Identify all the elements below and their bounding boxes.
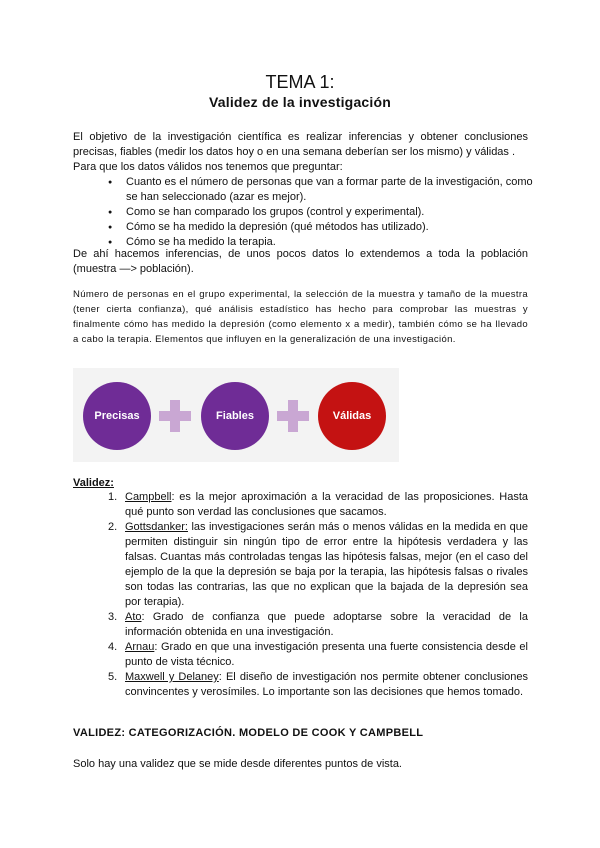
section-paragraph: Solo hay una validez que se mide desde diferentes puntos de vista. — [73, 758, 402, 770]
validez-definitions-list — [108, 490, 528, 700]
author-name: Ato — [125, 611, 142, 623]
list-item — [108, 670, 528, 700]
handwritten-note: Número de personas en el grupo experimental, la selección de la muestra y tamaño de la muestra (tener cierta confianza), qué análisis estadístico has hecho para comprobar las muestras y finalmente cómo has medido la depresión (como elemento x a medir), también cómo se ha llevado a cabo la terapia. Elementos que influyen en la generalización de una investigación. — [73, 289, 528, 345]
list-item — [108, 640, 528, 670]
item-number: 5. — [108, 671, 118, 683]
validez-heading: Validez: — [73, 477, 114, 489]
definition-text: las investigaciones serán más o menos válidas en la medida en que permiten distinguir sin ningún tipo de error entre la hipótesis verdadera y las falsas. Cuantas más controladas tengas las hipótesis falsas, mejor (en el caso del ejemplo de la que la depresión se baja por la terapia, las hipótesis falsas o rivales son todas las contrarias, las que no explican que la bajada de la depresión sea por terapia). — [125, 521, 528, 608]
section-heading: VALIDEZ: CATEGORIZACIÓN. MODELO DE COOK Y CAMPBELL — [73, 727, 424, 739]
precisas-circle — [83, 382, 151, 450]
definition-text: : Grado en que una investigación presenta una fuerte consistencia desde el punto de vista técnico. — [125, 641, 528, 668]
list-item: ● Cómo se ha medido la terapia. — [126, 235, 546, 250]
definition-text: : es la mejor aproximación a la veracidad de las proposiciones. Hasta qué punto son verdad las conclusiones que sacamos. — [125, 491, 528, 518]
author-name: Arnau — [125, 641, 155, 653]
item-number: 2. — [108, 521, 118, 533]
list-item: ● Cómo se ha medido la depresión (qué métodos has utilizado). — [126, 220, 546, 235]
list-item: ● Como se han comparado los grupos (control y experimental). — [126, 205, 546, 220]
definition-text: : Grado de confianza que puede adoptarse sobre la veracidad de la información obtenida en una investigación. — [125, 611, 528, 638]
fiables-circle — [201, 382, 269, 450]
intro-paragraph: El objetivo de la investigación científica es realizar inferencias y obtener conclusiones precisas, fiables (medir los datos hoy o en una semana deberían ser los mismo) y válidas . — [73, 131, 528, 158]
author-name: Gottsdanker: — [125, 521, 188, 533]
validity-questions-list — [108, 175, 546, 250]
item-number: 1. — [108, 491, 118, 503]
circle-label: Precisas — [94, 410, 140, 422]
list-item — [108, 610, 528, 640]
list-item — [108, 490, 528, 520]
plus-icon — [277, 400, 309, 432]
validas-circle — [318, 382, 386, 450]
author-name: Campbell — [125, 491, 172, 503]
page-title: TEMA 1: — [265, 72, 335, 92]
definition-text: : El diseño de investigación nos permite obtener conclusiones convincentes y verosímiles. Lo importante son las decisiones que hemos tomado. — [125, 671, 528, 698]
list-item: ● Cuanto es el número de personas que van a formar parte de la investigación, como se han seleccionado (azar es mejor). — [126, 175, 546, 205]
circle-label: Válidas — [332, 410, 372, 422]
circle-label: Fiables — [216, 410, 254, 422]
page-subtitle: Validez de la investigación — [208, 94, 392, 110]
conclusion-paragraph: De ahí hacemos inferencias, de unos pocos datos lo extendemos a toda la población (muestra —> población). — [73, 248, 528, 275]
author-name: Maxwell y Delaney — [125, 671, 219, 683]
item-number: 3. — [108, 611, 118, 623]
properties-graphic — [73, 368, 399, 462]
intro-question: Para que los datos válidos nos tenemos que preguntar: — [73, 161, 343, 173]
plus-icon — [159, 400, 191, 432]
list-item — [108, 520, 528, 610]
item-number: 4. — [108, 641, 118, 653]
